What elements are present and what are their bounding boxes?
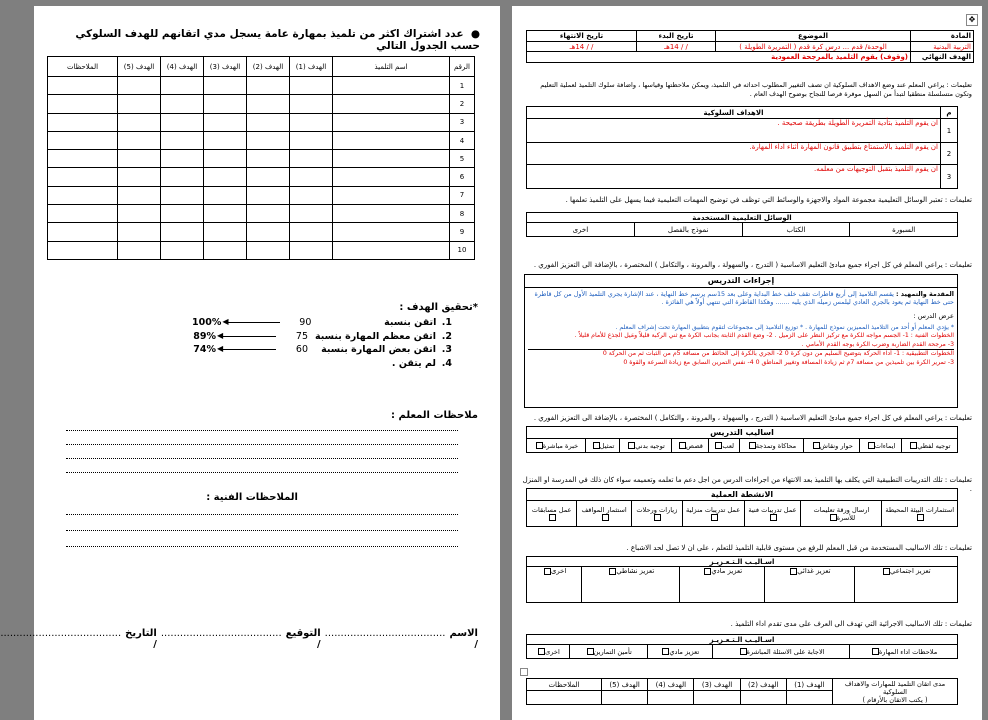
table-cell[interactable] (118, 113, 161, 131)
table-cell[interactable] (118, 131, 161, 149)
table-cell[interactable] (333, 113, 450, 131)
table-row (48, 150, 475, 168)
table-cell[interactable] (48, 241, 118, 259)
aid-item: نموذج بالفصل (634, 223, 742, 237)
evaluation-item-label: تأمين التمارين (593, 647, 632, 656)
activity-item-label: عمل تدريبات فنية (748, 505, 797, 514)
name-label: الاسم / (449, 628, 478, 650)
achieve-title: *تحقيق الهدف : (399, 302, 478, 313)
activity-item (682, 501, 744, 527)
arrow-left-icon: ◀ (220, 349, 276, 350)
goal-num: 2 (941, 143, 958, 165)
row-number: 9 (450, 223, 475, 241)
reinforcement-item-label: تعزيز غذائي (797, 567, 831, 575)
method-item (708, 439, 739, 453)
level-number: 2. (441, 330, 452, 342)
evaluation-item-label: ملاحظات اداء المهارة (878, 647, 938, 656)
table-cell[interactable] (333, 95, 450, 113)
row-number: 4 (450, 131, 475, 149)
header-label: الموضوع (716, 31, 911, 42)
intro-block (525, 288, 957, 308)
notes-line (66, 430, 458, 431)
method-item-label: قصص (686, 441, 703, 450)
method-item-label: لعب (722, 441, 735, 450)
evaluation-item (712, 645, 849, 659)
goal-text: ان يقوم التلميذ بتقبل التوجيهات من معلمه. (527, 165, 941, 189)
checkbox[interactable] (587, 648, 594, 655)
level-number: 3. (441, 344, 452, 356)
aid-item: الكتاب (742, 223, 850, 237)
goals-table (526, 106, 958, 189)
subject-value: التربية البدنية (911, 42, 974, 52)
goals-num-header: م (941, 107, 958, 119)
checkbox[interactable] (711, 514, 718, 521)
reinforcement-item-label: اخرى (551, 567, 567, 575)
level-label: لم يتقن . (391, 357, 436, 369)
reinforcement-item-label: تعزيز نشاطي (616, 567, 655, 575)
table-cell[interactable] (204, 95, 247, 113)
end-date-value: / / 14هـ (527, 42, 637, 52)
methods-table (526, 426, 958, 453)
activity-item-label: استثمارات البيئة المحيطة (885, 505, 955, 514)
col-header: الهدف (1) (290, 57, 333, 77)
level-item (192, 316, 452, 330)
reinforcement-header: اسـاليـب الـتـعـزيـز (527, 557, 958, 567)
table-row (48, 95, 475, 113)
mastery-cell[interactable] (527, 691, 602, 705)
method-item (672, 439, 709, 453)
row-number: 10 (450, 241, 475, 259)
notes-line (66, 530, 458, 531)
row-number: 3 (450, 113, 475, 131)
method-item-label: ايماءات (874, 441, 896, 450)
table-cell[interactable] (290, 77, 333, 95)
col-header: الهدف (4) (161, 57, 204, 77)
mastery-header: الهدف (5) (602, 679, 648, 691)
table-cell[interactable] (161, 168, 204, 186)
method-item (860, 439, 901, 453)
checkbox[interactable] (549, 514, 556, 521)
level-label: اتقن بنسبة (384, 317, 437, 329)
lesson-line: الخطوات الفنية : 1- الجسم مواجه للكرة مع تركيز النظر على الزميل . 2- وضع القدم الثابتة بجانب الكرة مع ثني الركبة قليلاً ومَيل الجذع للأمام قليلاً . (574, 332, 954, 340)
level-number: 1. (441, 317, 452, 329)
reinforcement-item (527, 567, 582, 603)
activity-item-label: استثمار المواقف (581, 505, 627, 514)
table-cell[interactable] (204, 223, 247, 241)
table-cell[interactable] (247, 186, 290, 204)
level-item (192, 357, 452, 371)
activity-item-label: عمل مسابقات (531, 505, 572, 514)
checkbox[interactable] (813, 442, 820, 449)
table-cell[interactable] (290, 150, 333, 168)
table-cell[interactable] (118, 223, 161, 241)
table-cell[interactable] (290, 113, 333, 131)
goal-text: ان يقوم التلميذ بتأدية التمريرة الطويلة بطريقة صحيحة . (527, 119, 941, 143)
signature-label: التوقيع / (285, 628, 321, 650)
checkbox[interactable] (749, 442, 756, 449)
activity-item (744, 501, 801, 527)
level-percent: 74% (193, 344, 216, 356)
activity-item (631, 501, 682, 527)
mastery-header: الهدف (3) (694, 679, 740, 691)
checkbox[interactable] (740, 648, 747, 655)
level-label: اتقن بعض المهارة بنسبة (321, 344, 436, 356)
col-header: الهدف (3) (204, 57, 247, 77)
level-value: 90 (299, 317, 312, 329)
table-cell[interactable] (48, 150, 118, 168)
table-cell[interactable] (290, 223, 333, 241)
aids-header: الوسائل التعليمية المستخدمة (527, 213, 958, 223)
table-cell[interactable] (247, 113, 290, 131)
table-cell[interactable] (48, 113, 118, 131)
table-cell[interactable] (204, 77, 247, 95)
right-page (512, 6, 982, 720)
table-cell[interactable] (247, 131, 290, 149)
mastery-label-cell (833, 679, 958, 705)
goal-text: ان يقوم التلميذ بالاستمتاع بتطبيق قانون المهارة أثناء اداء المهارة. (527, 143, 941, 165)
level-number: 4. (441, 357, 452, 369)
table-cell[interactable] (290, 168, 333, 186)
checkbox[interactable] (868, 442, 875, 449)
table-cell[interactable] (161, 77, 204, 95)
level-item (192, 330, 452, 344)
mastery-cell[interactable] (648, 691, 694, 705)
checkbox[interactable] (872, 648, 879, 655)
col-header: الهدف (2) (247, 57, 290, 77)
table-cell[interactable] (247, 223, 290, 241)
evaluation-table (526, 634, 958, 659)
activity-item-label: ارسال ورقة تعليمات للأسرة (813, 505, 870, 522)
activity-item (577, 501, 632, 527)
levels-list (192, 316, 452, 370)
notes-line (66, 514, 458, 515)
table-cell[interactable] (333, 77, 450, 95)
lesson-line: الخطوات التطبيقية : 1- أداء الحركة بتوضيح السليم من دون كرة 0 2- الجري بالكرة إلى الحائط من مسافة 5م من الثبات ثم من الحركة 0 (528, 349, 954, 358)
table-row (48, 186, 475, 204)
col-header: اسم التلميذ (333, 57, 450, 77)
checkbox[interactable] (593, 442, 600, 449)
table-cell[interactable] (204, 241, 247, 259)
intro-label: المقدمة والتمهيد : (896, 290, 954, 298)
method-item (739, 439, 804, 453)
table-cell[interactable] (118, 241, 161, 259)
table-cell[interactable] (118, 77, 161, 95)
table-row (48, 241, 475, 259)
level-value: 60 (295, 344, 308, 356)
table-cell[interactable] (161, 150, 204, 168)
table-cell[interactable] (247, 77, 290, 95)
activities-header: الانشطة العملية (527, 489, 958, 501)
lesson-line: 3- تمرير الكرة بين تلميذين من مسافة 7م ثم زيادة المسافة وتغيير المناطق 0 4- نفس التمرين السابق مع زيادة السرعة والقوة 0 (623, 358, 954, 366)
mastery-cell[interactable] (740, 691, 786, 705)
table-cell[interactable] (48, 186, 118, 204)
mastery-header: الهدف (1) (786, 679, 832, 691)
mastery-cell[interactable] (786, 691, 832, 705)
table-cell[interactable] (161, 113, 204, 131)
table-row (48, 113, 475, 131)
table-cell[interactable] (247, 95, 290, 113)
instructions-procedures: تعليمات : يراعي المعلم في كل اجراء جميع مبادئ التعليم الاساسية ( التدرج ، والسهولة ، والمرونة ، والتكامل ) المختصرة ، بالإضافة الى التعزيز الفوري . (533, 261, 972, 269)
table-cell[interactable] (333, 150, 450, 168)
reinforcement-item (854, 567, 957, 603)
mastery-table (526, 678, 958, 705)
mastery-header: الهدف (4) (648, 679, 694, 691)
procedures-box (524, 274, 958, 408)
col-header: الهدف (5) (118, 57, 161, 77)
table-cell[interactable] (48, 95, 118, 113)
table-cell[interactable] (161, 131, 204, 149)
date-label: التاريخ / (125, 628, 157, 650)
table-cell[interactable] (333, 131, 450, 149)
instructions-aids: تعليمات : تعتبر الوسائل التعليمية مجموعة المواد والاجهزة والوسائط التي توظف في توضيح المهمات التعليمية فيما يسهل على التلميذ تعلمها . (565, 196, 972, 204)
arrow-left-icon: ◀ (225, 322, 280, 323)
evaluation-item-label: اخرى (545, 647, 560, 656)
table-cell[interactable] (48, 205, 118, 223)
checkbox[interactable] (770, 514, 777, 521)
checkbox[interactable] (917, 514, 924, 521)
table-cell[interactable] (161, 186, 204, 204)
checkbox[interactable] (538, 648, 545, 655)
mastery-header: الملاحظات (527, 679, 602, 691)
col-header: الملاحظات (48, 57, 118, 77)
mastery-label: مدى اتقان التلميذ للمهارات والاهداف السلوكية (844, 679, 946, 696)
table-cell[interactable] (204, 168, 247, 186)
final-goal-label: الهدف النهائي (911, 52, 974, 63)
lesson-label: عرض الدرس : (913, 312, 954, 320)
checkbox[interactable] (830, 514, 837, 521)
move-handle-icon[interactable]: ✥ (966, 14, 978, 26)
instructions-methods: تعليمات : يراعي المعلم في كل اجراء جميع مبادئ التعليم الاساسية ( التدرج ، والسهولة ، والمرونة ، والتكامل ) المختصرة ، بالإضافة الى التعزيز الفوري . (533, 414, 972, 422)
table-cell[interactable] (204, 150, 247, 168)
reinforcement-item (765, 567, 855, 603)
evaluation-item-label: تعزيز مادي (669, 647, 700, 656)
table-cell[interactable] (290, 95, 333, 113)
methods-header: اساليب التدريس (527, 427, 958, 439)
row-number: 7 (450, 186, 475, 204)
checkbox[interactable] (602, 514, 609, 521)
method-item-label: تمثيل (599, 441, 615, 450)
instructions-activities: تعليمات : تلك التدريبات التطبيقية التي يكلف بها التلميذ بعد الانتهاء من اجراءات الدرس من اجل دعم ما تعلمه وتعميمه سواء كان ذلك في المدرسة او المنزل . (522, 476, 972, 493)
checkbox[interactable] (883, 568, 890, 575)
signature-dots: ...................................... (160, 628, 282, 639)
checkbox[interactable] (536, 442, 543, 449)
goals-header: الاهداف السلوكية (527, 107, 941, 119)
table-cell[interactable] (118, 168, 161, 186)
table-cell[interactable] (247, 205, 290, 223)
evaluation-item (647, 645, 712, 659)
table-cell[interactable] (290, 131, 333, 149)
intro-line (54, 28, 480, 52)
level-label: اتقن معظم المهارة بنسبة (315, 330, 436, 342)
aid-item: اخرى (527, 223, 635, 237)
method-item (620, 439, 672, 453)
reinforcement-item (582, 567, 680, 603)
table-cell[interactable] (48, 77, 118, 95)
table-cell[interactable] (161, 223, 204, 241)
method-item (901, 439, 957, 453)
method-item (585, 439, 619, 453)
table-cell[interactable] (333, 186, 450, 204)
table-cell[interactable] (204, 131, 247, 149)
table-cell[interactable] (333, 205, 450, 223)
table-cell[interactable] (118, 95, 161, 113)
evaluation-item (569, 645, 647, 659)
goal-num: 3 (941, 165, 958, 189)
table-cell[interactable] (161, 205, 204, 223)
reinforcement-item-label: تعزيز مادي (711, 567, 743, 575)
table-row (48, 223, 475, 241)
level-value: 75 (295, 330, 308, 342)
date-dots: ...................................... (0, 628, 122, 639)
notes-line (66, 458, 458, 459)
level-percent: 89% (193, 330, 216, 342)
evaluation-header: اسـاليـب الـتـعـزيـز (527, 635, 958, 645)
aids-table (526, 212, 958, 237)
instructions-reinforcement: تعليمات : تلك الاساليب المستخدمة من قبل المعلم للرفع من مستوى قابلية التلميذ للتعلم ، على ان لا تصل لحد الاشباع . (626, 544, 972, 552)
method-item (527, 439, 586, 453)
arrow-left-icon: ◀ (220, 336, 276, 337)
table-cell[interactable] (247, 150, 290, 168)
table-cell[interactable] (333, 168, 450, 186)
notes-line (66, 472, 458, 473)
mastery-header: الهدف (2) (740, 679, 786, 691)
header-label: تاريخ الانتهاء (527, 31, 637, 42)
lesson-line: 3- مرجحة القدم الضاربة وضرب الكرة بوجه القدم الأمامي . (801, 340, 954, 348)
table-cell[interactable] (118, 186, 161, 204)
table-cell[interactable] (290, 241, 333, 259)
instructions-goals: تعليمات : يراعي المعلم عند وضع الاهداف السلوكية ان تصف التغيير المطلوب احداثه في التلميذ، ويمكن ملاحظتها وقياسها ، واضافة سلوك التلميذ لعملية التعليم وتكون متسلسلة منطقيا لتبدأ من السهل موفرة فرصا للنجاح بوضوح الهدف العام . (540, 81, 972, 98)
method-item-label: توجيه لفظي (917, 441, 951, 450)
table-cell[interactable] (333, 223, 450, 241)
row-number: 2 (450, 95, 475, 113)
resize-handle-icon[interactable] (520, 668, 528, 676)
header-label: المادة (911, 31, 974, 42)
intro-text: يقسم التلاميذ إلى أربع قاطرات تقف خلف خط البداية وعلى بعد 15سم يرسم خط النهاية ، عند الإشارة يجري التلميذ الأول من كل قاطرة حتى خط النهاية ثم يعود بالجري العادي ليلمس زميله الذي يليه ....... وهكذا القاطرة التي تنتهي أولاً هي الفائزة . (534, 290, 954, 306)
notes-line (66, 444, 458, 445)
students-table (47, 56, 475, 260)
table-cell[interactable] (290, 205, 333, 223)
technical-notes-label: الملاحظات الفنية : (206, 492, 298, 503)
table-cell[interactable] (161, 241, 204, 259)
table-cell[interactable] (333, 241, 450, 259)
left-page (0, 6, 500, 720)
lesson-lines (525, 322, 957, 369)
table-cell[interactable] (48, 131, 118, 149)
col-header: الرقم (450, 57, 475, 77)
bullet-icon: ● (463, 28, 480, 40)
signature-row (0, 628, 478, 650)
table-cell[interactable] (204, 186, 247, 204)
checkbox[interactable] (654, 514, 661, 521)
table-cell[interactable] (161, 95, 204, 113)
final-goal-value: (وقوف) يقوم التلميذ بالمرجحة العمودية (527, 52, 911, 63)
header-table (526, 30, 974, 63)
teacher-notes-label: ملاحظات المعلم : (391, 410, 478, 421)
table-cell[interactable] (204, 113, 247, 131)
activities-table (526, 488, 958, 527)
procedures-header: إجراءات التدريس (525, 275, 957, 288)
method-item-label: محاكاة وتمذجة (755, 441, 797, 450)
instructions-evaluation: تعليمات : تلك الاساليب الاجرائية التي تهدف الى العرف على مدى تقدم اداء التلميذ . (730, 620, 972, 628)
method-item-label: خبرة مباشرة (542, 441, 579, 450)
activity-item-label: زيارات ورحلات (636, 505, 678, 514)
evaluation-item-label: الاجابة على الاسئلة المباشرة (746, 647, 825, 656)
aid-item: السبورة (850, 223, 958, 237)
table-cell[interactable] (247, 168, 290, 186)
row-number: 8 (450, 205, 475, 223)
row-number: 1 (450, 77, 475, 95)
method-item-label: توجيه بدني (635, 441, 665, 450)
table-cell[interactable] (48, 223, 118, 241)
method-item (804, 439, 860, 453)
table-row (48, 77, 475, 95)
mastery-cell[interactable] (694, 691, 740, 705)
level-percent: 100% (192, 317, 222, 329)
start-date-value: / / 14هـ (637, 42, 716, 52)
activity-item (801, 501, 882, 527)
mastery-sub: ( يكتب الاتقان بالأرقام ) (862, 695, 928, 704)
table-cell[interactable] (118, 150, 161, 168)
reinforcement-table (526, 556, 958, 603)
activity-item-label: عمل تدريبات منزلية (686, 505, 741, 514)
activity-item (527, 501, 577, 527)
reinforcement-item-label: تعزيز اجتماعي (890, 567, 931, 575)
table-row (48, 168, 475, 186)
goal-num: 1 (941, 119, 958, 143)
checkbox[interactable] (679, 442, 686, 449)
table-cell[interactable] (290, 186, 333, 204)
intro-text: عدد اشتراك اكثر من تلميذ بمهارة عامة يسجل مدي اتقانهم للهدف السلوكي حسب الجدول التالي (75, 28, 480, 52)
table-cell[interactable] (204, 205, 247, 223)
table-cell[interactable] (247, 241, 290, 259)
table-row (48, 205, 475, 223)
evaluation-item (527, 645, 570, 659)
method-item-label: حوار ونقاش (819, 441, 853, 450)
header-label: تاريخ البدء (637, 31, 716, 42)
checkbox[interactable] (544, 568, 551, 575)
table-cell[interactable] (118, 205, 161, 223)
activity-item (882, 501, 958, 527)
name-dots: ...................................... (324, 628, 446, 639)
topic-value: الوحدة/ قدم ... درس كرة قدم ( التمريرة الطويلة ) (716, 42, 911, 52)
level-item (192, 343, 452, 357)
reinforcement-item (680, 567, 765, 603)
lesson-line: * يؤدي المعلم أو أحد من التلاميذ المميزين نموذج للمهارة . * توزيع التلاميذ إلى مجموعات لتقوم بتطبيق المهارة تحت إشراف المعلم . (615, 324, 954, 331)
notes-line (66, 546, 458, 547)
evaluation-item (850, 645, 958, 659)
table-cell[interactable] (48, 168, 118, 186)
table-row (48, 131, 475, 149)
mastery-cell[interactable] (602, 691, 648, 705)
row-number: 6 (450, 168, 475, 186)
row-number: 5 (450, 150, 475, 168)
